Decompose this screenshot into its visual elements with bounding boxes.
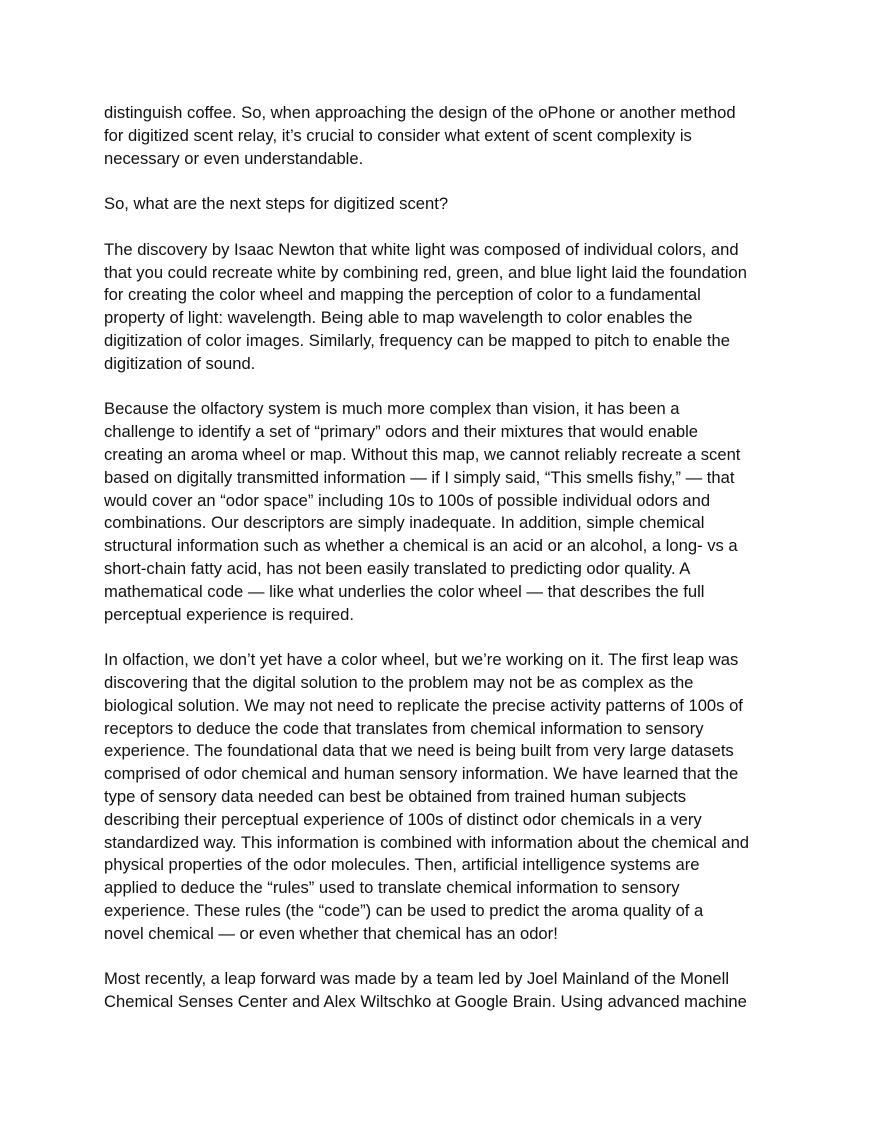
text-line: structural information such as whether a chemical is an acid or an alcohol, a long- vs a (104, 536, 738, 556)
text-line: So, what are the next steps for digitized scent? (104, 194, 449, 214)
text-line: physical properties of the odor molecules. Then, artificial intelligence systems are (104, 855, 700, 875)
text-line: describing their perceptual experience of 100s of distinct odor chemicals in a very (104, 809, 702, 829)
text-line: short-chain fatty acid, has not been easily translated to predicting odor quality. A (104, 558, 691, 578)
text-line: In olfaction, we don’t yet have a color wheel, but we’re working on it. The first leap was (104, 650, 739, 670)
text-line: mathematical code — like what underlies the color wheel — that describes the full (104, 581, 705, 601)
text-line: challenge to identify a set of “primary” odors and their mixtures that would enable (104, 422, 698, 442)
text-line: based on digitally transmitted information — if I simply said, “This smells fishy,” — that (104, 467, 735, 487)
text-line: combinations. Our descriptors are simply inadequate. In addition, simple chemical (104, 513, 705, 533)
paragraph-recent-leap (104, 968, 784, 1014)
paragraph-next-steps-question (104, 193, 784, 216)
text-line: novel chemical — or even whether that chemical has an odor! (104, 923, 558, 943)
text-line: The discovery by Isaac Newton that white light was composed of individual colors, and (104, 239, 739, 259)
text-line: perceptual experience is required. (104, 604, 354, 624)
text-line: Most recently, a leap forward was made by a team led by Joel Mainland of the Monell (104, 969, 730, 989)
text-line: discovering that the digital solution to the problem may not be as complex as the (104, 672, 694, 692)
text-line: Chemical Senses Center and Alex Wiltschko at Google Brain. Using advanced machine (104, 992, 747, 1012)
text-line: for digitized scent relay, it’s crucial to consider what extent of scent complexity is (104, 125, 692, 145)
text-line: that you could recreate white by combining red, green, and blue light laid the foundation (104, 262, 747, 282)
text-line: digitization of color images. Similarly, frequency can be mapped to pitch to enable the (104, 330, 730, 350)
paragraph-olfactory-complexity (104, 398, 784, 626)
document-page (104, 102, 784, 1037)
text-line: receptors to deduce the code that translates from chemical information to sensory (104, 718, 704, 738)
text-line: would cover an “odor space” including 10s to 100s of possible individual odors and (104, 490, 711, 510)
text-line: creating an aroma wheel or map. Without this map, we cannot reliably recreate a scent (104, 444, 741, 464)
text-line: property of light: wavelength. Being able to map wavelength to color enables the (104, 308, 693, 328)
text-line: biological solution. We may not need to replicate the precise activity patterns of 100s of (104, 695, 743, 715)
paragraph-coffee-complexity (104, 102, 784, 170)
text-line: experience. These rules (the “code”) can be used to predict the aroma quality of a (104, 900, 704, 920)
text-line: comprised of odor chemical and human sensory information. We have learned that the (104, 764, 739, 784)
text-line: applied to deduce the “rules” used to translate chemical information to sensory (104, 878, 680, 898)
text-line: necessary or even understandable. (104, 148, 364, 168)
text-line: for creating the color wheel and mapping the perception of color to a fundamental (104, 285, 701, 305)
text-line: distinguish coffee. So, when approaching the design of the oPhone or another method (104, 103, 736, 122)
text-line: standardized way. This information is combined with information about the chemical and (104, 832, 750, 852)
paragraph-newton-color (104, 239, 784, 376)
text-line: type of sensory data needed can best be obtained from trained human subjects (104, 786, 687, 806)
paragraph-olfaction-color-wheel (104, 649, 784, 945)
text-line: Because the olfactory system is much more complex than vision, it has been a (104, 399, 680, 419)
text-line: experience. The foundational data that we need is being built from very large datasets (104, 741, 734, 761)
text-line: digitization of sound. (104, 353, 256, 373)
